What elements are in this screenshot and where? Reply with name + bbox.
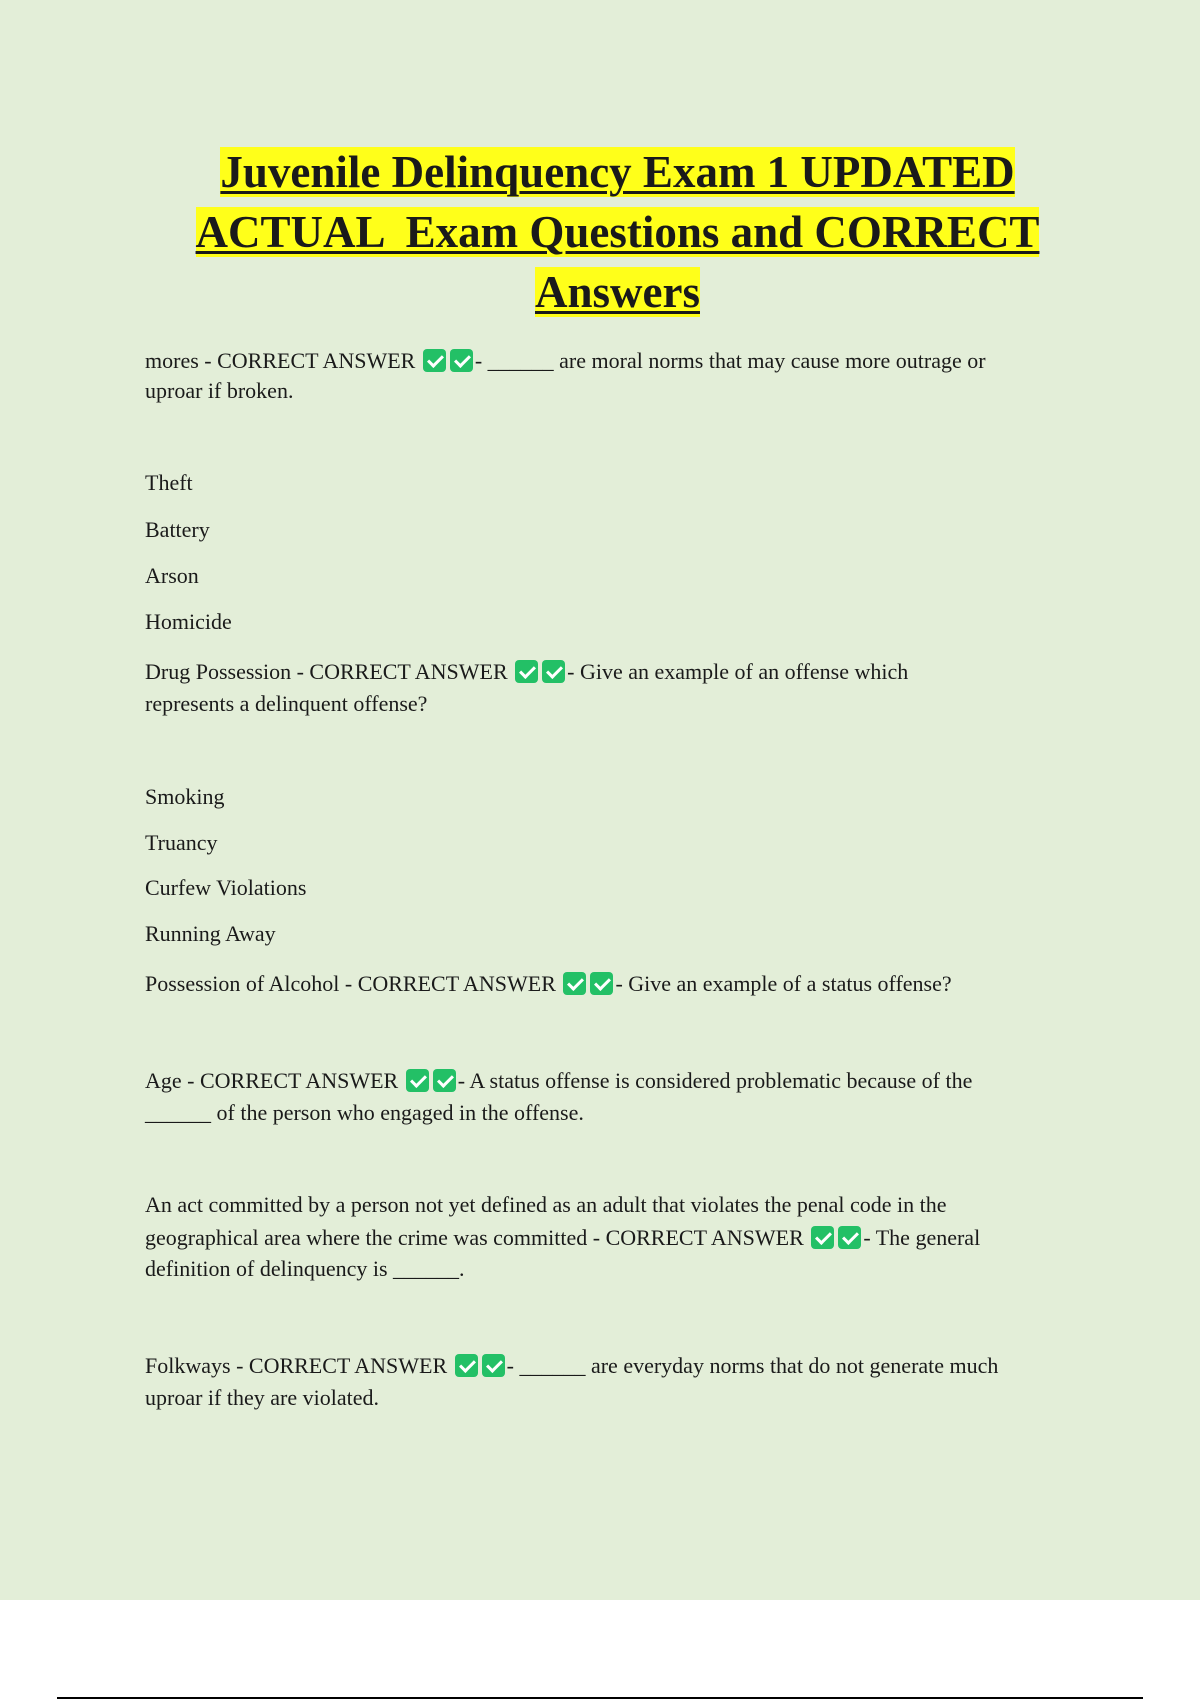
qa-entry-6-line-1: Folkways - CORRECT ANSWER - ______ are everyday norms that do not generate much <box>145 1353 999 1378</box>
question-text: - Give an example of an offense which <box>567 659 909 684</box>
qa-entry-5-line-0: An act committed by a person not yet defined as an adult that violates the penal code in the <box>145 1192 947 1217</box>
qa-entry-5-line-1: geographical area where the crime was committed - CORRECT ANSWER - The general <box>145 1225 981 1250</box>
question-text: - A status offense is considered problematic because of the <box>457 1068 973 1093</box>
title-line-3: Answers <box>535 267 700 317</box>
question-text: - The general <box>863 1225 981 1250</box>
list-item: Arson <box>145 563 199 588</box>
answer-text: Drug Possession <box>145 659 292 684</box>
answer-marker: CORRECT ANSWER <box>199 1068 399 1093</box>
check-box-icon <box>450 349 473 372</box>
answer-text: mores <box>145 348 199 373</box>
check-box-icon <box>455 1354 478 1377</box>
check-box-icon <box>563 972 586 995</box>
answer-text: Folkways <box>145 1353 231 1378</box>
check-box-icon <box>590 972 613 995</box>
check-box-icon <box>542 660 565 683</box>
answer-marker: CORRECT ANSWER <box>248 1353 448 1378</box>
qa-entry-3-line-1: Possession of Alcohol - CORRECT ANSWER - Give an example of a status offense? <box>145 971 952 996</box>
qa-entry-2-line-1: Drug Possession - CORRECT ANSWER - Give an example of an offense which <box>145 659 909 684</box>
answer-marker: CORRECT ANSWER <box>309 659 508 684</box>
check-box-icon <box>433 1069 456 1092</box>
answer-marker: CORRECT ANSWER <box>605 1225 804 1250</box>
list-item: Smoking <box>145 784 225 809</box>
question-text: - Give an example of a status offense? <box>615 971 952 996</box>
answer-marker: CORRECT ANSWER <box>217 348 416 373</box>
list-item: Battery <box>145 517 210 542</box>
qa-entry-4-line-2: ______ of the person who engaged in the offense. <box>145 1100 584 1125</box>
list-item: Truancy <box>145 830 218 855</box>
page-separator <box>57 1697 1143 1699</box>
title-line-1: Juvenile Delinquency Exam 1 UPDATED <box>220 147 1015 197</box>
answer-text: geographical area where the crime was committed <box>145 1225 588 1250</box>
answer-text: Possession of Alcohol <box>145 971 340 996</box>
list-item: Running Away <box>145 921 276 946</box>
qa-entry-1-line-1: mores - CORRECT ANSWER - ______ are moral norms that may cause more outrage or <box>145 348 986 373</box>
list-item: Homicide <box>145 609 232 634</box>
answer-text: Age <box>145 1068 182 1093</box>
question-text: - ______ are everyday norms that do not generate much <box>506 1353 999 1378</box>
question-text: - ______ are moral norms that may cause more outrage or <box>474 348 986 373</box>
check-box-icon <box>515 660 538 683</box>
check-box-icon <box>838 1226 861 1249</box>
qa-entry-5-line-2: definition of delinquency is ______. <box>145 1256 465 1281</box>
list-item: Curfew Violations <box>145 875 307 900</box>
qa-entry-2-line-2: represents a delinquent offense? <box>145 691 428 716</box>
qa-entry-6-line-2: uproar if they are violated. <box>145 1385 379 1410</box>
title-line-2: ACTUAL Exam Questions and CORRECT <box>195 207 1040 257</box>
answer-marker: CORRECT ANSWER <box>357 971 556 996</box>
check-box-icon <box>811 1226 834 1249</box>
qa-entry-1-line-2: uproar if broken. <box>145 378 294 403</box>
check-box-icon <box>406 1069 429 1092</box>
check-box-icon <box>423 349 446 372</box>
qa-entry-4-line-1: Age - CORRECT ANSWER - A status offense is considered problematic because of the <box>145 1068 973 1093</box>
check-box-icon <box>482 1354 505 1377</box>
document-title <box>100 142 1135 322</box>
list-item: Theft <box>145 470 193 495</box>
